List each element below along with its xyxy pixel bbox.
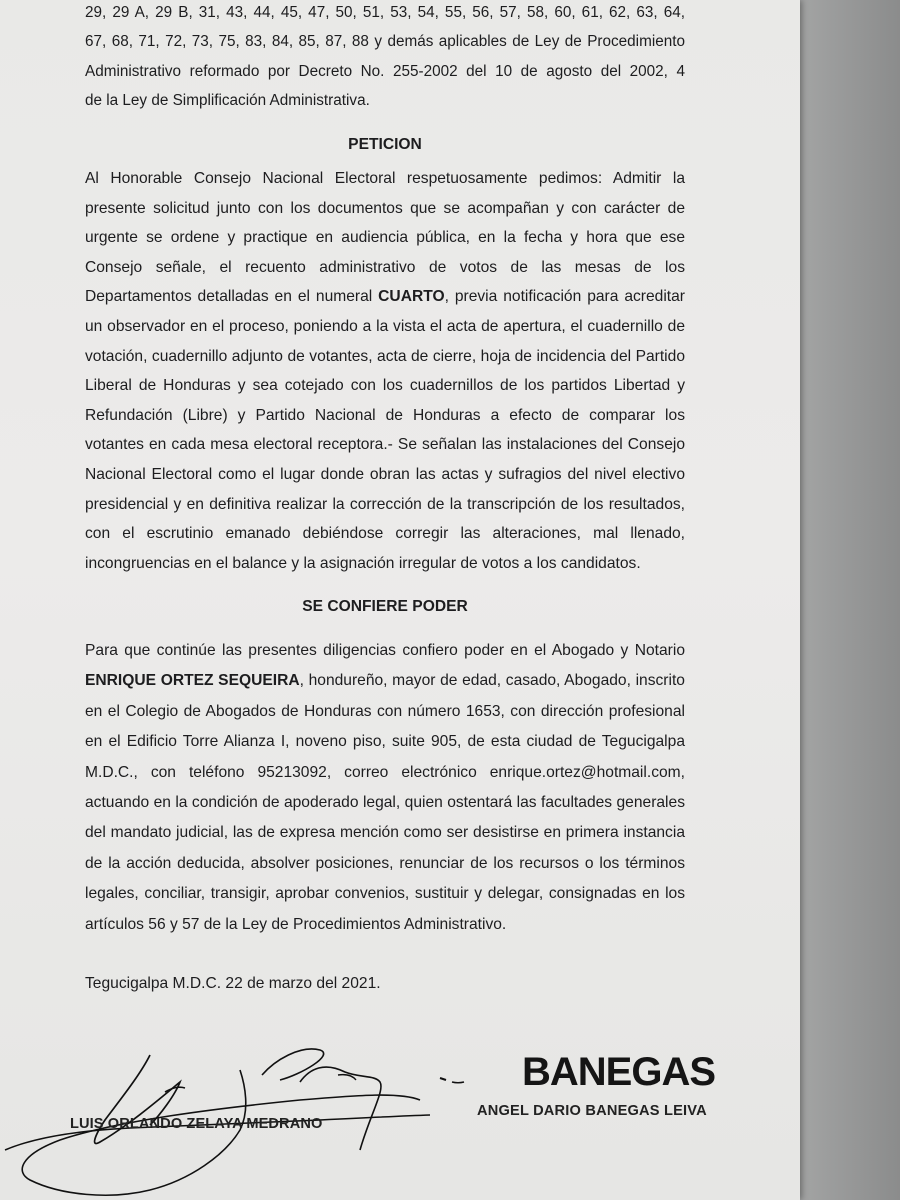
peticion-text-before: Al Honorable Consejo Nacional Electoral respetuosamente pedimos: Admitir la presente solicitud junto con los documentos que se acompañan y con carácter de urgente se ordene y practique en audiencia pública, en la fecha y hora que ese Consejo señale, el recuento administrativo de votos de las mesas de los Departamentos detalladas en el numeral: [85, 170, 685, 306]
poder-text-after: , hondureño, mayor de edad, casado, Abogado, inscrito en el Colegio de Abogados de Honduras con número 1653, con dirección profesional en el Edificio Torre Alianza I, noveno piso, suite 905, de esta ciudad de Tegucigalpa M.D.C., con teléfono 95213092, correo electrónico enrique.ortez@hotmail.com, actuando en la condición de apoderado legal, quien ostentará las facultades generales del mandato judicial, las de expresa mención como ser desistirse en primera instancia de la acción deducida, absolver posiciones, renunciar de los recursos o los términos legales, conciliar, transigir, aprobar convenios, sustituir y delegar, consignadas en los artículos 56 y 57 de la Ley de Procedimientos Administrativo.: [85, 672, 685, 933]
peticion-text-after: , previa notificación para acreditar un observador en el proceso, poniendo a la vista el acta de apertura, el cuadernillo de votación, cuadernillo adjunto de votantes, acta de cierre, hoja de incidencia del Partido Liberal de Honduras y sea cotejado con los cuadernillos de los partidos Libertad y Refundación (Libre) y Partido Nacional de Honduras a efecto de comparar los votantes en cada mesa electoral receptora.- Se señalan las instalaciones del Consejo Nacional Electoral como el lugar donde obran las actas y sufragios del nivel electivo presidencial y en definitiva realizar la corrección de la transcripción de los resultados, con el escrutinio emanado debiéndose corregir las alteraciones, mal llenado, incongruencias en el balance y la asignación irregular de votos a los candidatos.: [85, 288, 685, 572]
poder-text-before: Para que continúe las presentes diligencias confiero poder en el Abogado y Notario: [85, 642, 685, 659]
banegas-stamp-logo: BANEGAS: [522, 1050, 716, 1094]
left-signatory-name: LUIS ORLANDO ZELAYA MEDRANO: [70, 1116, 323, 1132]
poder-bold-name: ENRIQUE ORTEZ SEQUEIRA: [85, 672, 300, 690]
poder-paragraph: [85, 636, 685, 940]
poder-heading: [85, 592, 685, 622]
section-heading: PETICION: [348, 136, 422, 153]
peticion-paragraph: [85, 164, 685, 578]
intro-line: 67, 68, 71, 72, 73, 75, 83, 84, 85, 87, 88 y demás aplicables de Ley de Procedimiento: [85, 33, 685, 51]
date-line: Tegucigalpa M.D.C. 22 de marzo del 2021.: [85, 975, 381, 992]
peticion-heading: [85, 130, 685, 160]
section-heading: SE CONFIERE PODER: [302, 598, 468, 615]
intro-paragraph: [85, 0, 685, 115]
right-signatory-name: ANGEL DARIO BANEGAS LEIVA: [477, 1103, 707, 1119]
intro-line: de la Ley de Simplificación Administrativa.: [85, 91, 370, 109]
intro-line: 29, 29 A, 29 B, 31, 43, 44, 45, 47, 50, 51, 53, 54, 55, 56, 57, 58, 60, 61, 62, 63, 64,: [85, 4, 685, 21]
intro-line: Administrativo reformado por Decreto No. 255-2002 del 10 de agosto del 2002, 4: [85, 62, 685, 80]
peticion-bold-term: CUARTO: [378, 288, 445, 306]
signature-area: [0, 1030, 800, 1200]
